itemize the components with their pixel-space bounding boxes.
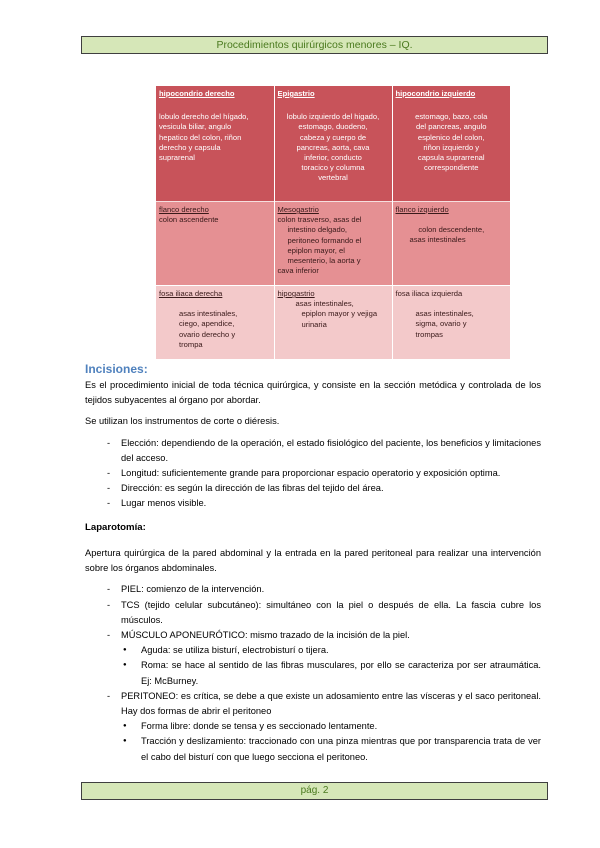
cell-line: capsula suprarrenal — [417, 153, 485, 163]
table-row — [156, 202, 510, 286]
cell-line: trompa — [179, 339, 203, 349]
cell-line: intestino delgado, — [287, 225, 348, 235]
cell-line: sigma, ovario y — [415, 319, 467, 329]
list-item: ● Forma libre: donde se tensa y es seccionado lentamente. — [121, 719, 541, 734]
list-item: - Longitud: suficientemente grande para proporcionar espacio operatorio y exposición optima. — [85, 466, 541, 481]
cell-title: flanco derecho — [159, 205, 209, 214]
cell-hipocondrio-derecho — [156, 86, 274, 202]
cell-line: lobulo derecho del hígado, — [159, 112, 249, 122]
cell-line: urinaria — [301, 319, 327, 329]
cell-title: hipocondrio izquierdo — [395, 89, 476, 98]
cell-epigastrio — [274, 86, 392, 202]
cell-line: cava inferior — [277, 266, 319, 276]
cell-title: Mesogastrio — [277, 205, 319, 214]
cell-title: flanco izquierdo — [395, 205, 449, 214]
table-row — [156, 86, 510, 202]
musculo-sublist — [121, 643, 541, 689]
cell-title: fosa iliaca izquierda — [395, 289, 463, 298]
laparotomia-heading: Laparotomía: — [85, 522, 146, 533]
cell-line: colon descendente, — [418, 225, 485, 235]
page-header — [81, 36, 548, 54]
cell-line: epiplon mayor, el — [287, 245, 345, 255]
peritoneo-sublist — [121, 719, 541, 765]
list-item-tcs: - TCS (tejido celular subcutáneo): simultáneo con la piel o después de ella. La fascia cubre los músculos. — [85, 598, 541, 628]
cell-line: cabeza y cuerpo de — [299, 132, 367, 142]
cell-line: asas intestinales — [409, 235, 466, 245]
page-number: pág. 2 — [300, 785, 329, 796]
peritoneo-text: PERITONEO: es crítica, se debe a que existe un adosamiento entre las vísceras y el saco peritoneal. Hay dos formas de abrir el peritoneo — [121, 690, 541, 717]
list-item: - Lugar menos visible. — [85, 496, 541, 511]
table-row — [156, 286, 510, 360]
cell-line: ovario derecho y — [179, 329, 236, 339]
cell-line: vertebral — [318, 173, 348, 183]
cell-line: vesicula biliar, angulo — [159, 122, 232, 132]
cell-line: estomago, duodeno, — [298, 122, 368, 132]
list-item-musculo — [85, 628, 541, 689]
cell-fosa-iliaca-derecha — [156, 286, 274, 360]
cell-line: hepatico del colon, riñon — [159, 132, 242, 142]
incisiones-section — [85, 378, 541, 512]
cell-line: toracico y columna — [301, 163, 365, 173]
cell-line: del pancreas, angulo — [415, 122, 487, 132]
cell-line: correspondiente — [424, 163, 479, 173]
cell-line: epiplon mayor y vejiga — [301, 309, 378, 319]
cell-line: mesenterio, la aorta y — [287, 256, 361, 266]
laparotomia-intro: Apertura quirúrgica de la pared abdominal y la entrada en la pared peritoneal para realizar una intervención sobre los órganos abdominales. — [85, 548, 541, 574]
cell-title: Epigastrio — [277, 89, 315, 98]
cell-line: inferior, conducto — [304, 153, 362, 163]
list-item: - Elección: dependiendo de la operación, el estado fisiológico del paciente, los beneficios y limitaciones del acceso. — [85, 436, 541, 466]
list-item: ● Aguda: se utiliza bisturí, electrobisturí o tijera. — [121, 643, 541, 658]
cell-hipogastrio — [274, 286, 392, 360]
cell-line: suprarenal — [159, 153, 195, 163]
header-title: Procedimientos quirúrgicos menores – IQ. — [216, 39, 413, 51]
list-item-piel: - PIEL: comienzo de la intervención. — [85, 582, 541, 597]
abdominal-regions-table — [156, 86, 510, 359]
list-item: ● Tracción y deslizamiento: traccionado con una pinza mientras que por transparencia trata de ver el cabo del bisturí con que luego secciona el peritoneo. — [121, 734, 541, 764]
cell-line: ciego, apendice, — [179, 319, 235, 329]
incisiones-instruments: Se utilizan los instrumentos de corte o diéresis. — [85, 416, 280, 427]
musculo-text: MÚSCULO APONEURÓTICO: mismo trazado de la incisión de la piel. — [121, 630, 410, 641]
cell-title: hipogastrio — [277, 289, 315, 298]
cell-line: colon trasverso, asas del — [277, 215, 362, 225]
cell-title: fosa iliaca derecha — [159, 289, 223, 298]
cell-line: colon ascendente — [159, 215, 219, 225]
cell-line: lobulo izquierdo del higado, — [286, 112, 380, 122]
cell-line: trompas — [415, 329, 443, 339]
cell-line: asas intestinales, — [415, 309, 474, 319]
list-item-peritoneo — [85, 689, 541, 765]
cell-line: esplenico del colon, — [417, 132, 485, 142]
page-footer — [81, 782, 548, 800]
cell-title: hipocondrio derecho — [159, 89, 235, 98]
cell-flanco-derecho — [156, 202, 274, 286]
cell-line: pancreas, aorta, cava — [296, 142, 370, 152]
cell-hipocondrio-izquierdo — [392, 86, 510, 202]
cell-line: peritoneo formando el — [287, 235, 362, 245]
laparotomia-list — [85, 582, 541, 764]
list-item: - Dirección: es según la dirección de las fibras del tejido del área. — [85, 481, 541, 496]
list-item: ● Roma: se hace al sentido de las fibras musculares, por ello se caracteriza por ser atraumática. Ej: McBurney. — [121, 658, 541, 688]
laparotomia-section — [85, 546, 541, 765]
cell-line: estomago, bazo, cola — [415, 112, 488, 122]
cell-flanco-izquierdo — [392, 202, 510, 286]
cell-fosa-iliaca-izquierda — [392, 286, 510, 360]
cell-line: asas intestinales, — [295, 299, 354, 309]
cell-line: asas intestinales, — [179, 309, 238, 319]
cell-mesogastrio — [274, 202, 392, 286]
cell-line: riñon izquierdo y — [423, 142, 480, 152]
incisiones-list — [85, 436, 541, 512]
cell-line: derecho y capsula — [159, 142, 221, 152]
incisiones-intro: Es el procedimiento inicial de toda técnica quirúrgica, y consiste en la sección metódica y controlada de los tejidos subyacentes al órgano por abordar. — [85, 380, 541, 406]
incisiones-heading: Incisiones: — [85, 362, 148, 376]
